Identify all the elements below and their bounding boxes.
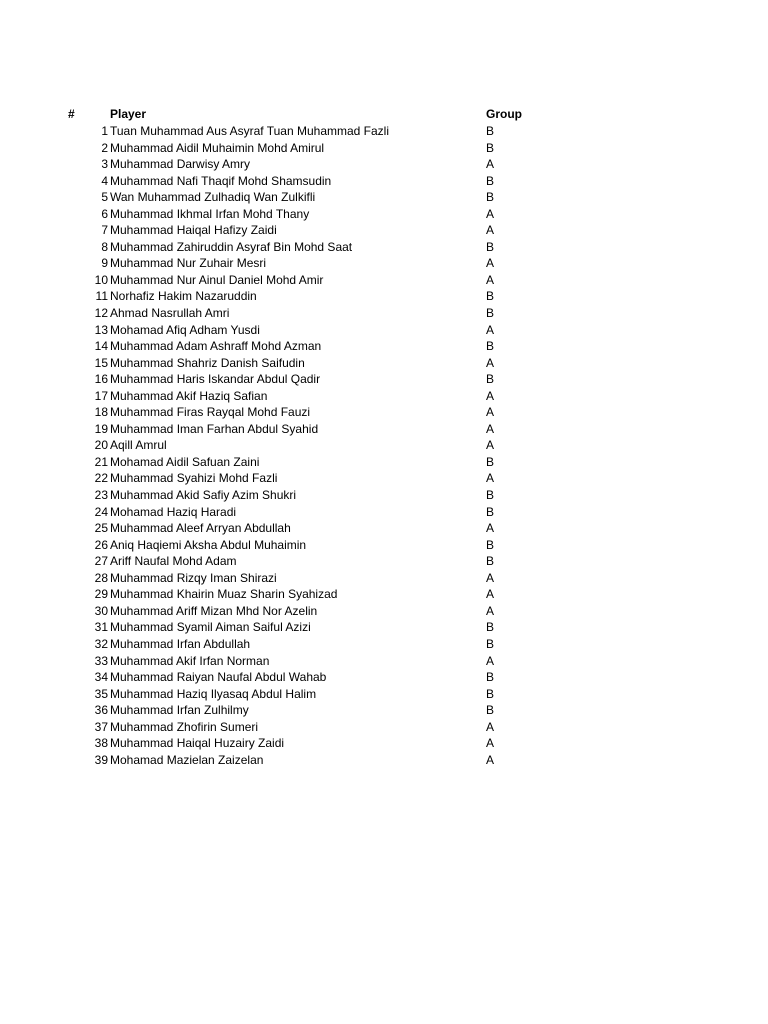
player-table: [0, 106, 768, 768]
row-number: 15: [94, 355, 108, 370]
table-row: [0, 619, 768, 636]
row-group: A: [486, 736, 495, 751]
table-row: [0, 189, 768, 206]
table-row: [0, 719, 768, 736]
header-number: #: [68, 107, 75, 121]
table-row: [0, 404, 768, 421]
row-group: B: [486, 289, 495, 304]
row-group: B: [486, 339, 495, 354]
row-group: A: [486, 653, 495, 668]
row-number: 8: [101, 239, 108, 254]
row-number: 32: [94, 636, 108, 651]
table-row: [0, 487, 768, 504]
row-player-name: Muhammad Akid Safiy Azim Shukri: [110, 488, 297, 503]
row-number: 28: [94, 570, 108, 585]
row-number: 25: [94, 521, 108, 536]
table-row: [0, 288, 768, 305]
row-group: A: [486, 405, 495, 420]
row-number: 34: [94, 670, 108, 685]
row-player-name: Muhammad Ariff Mizan Mhd Nor Azelin: [110, 603, 318, 618]
row-player-name: Muhammad Haiqal Huzairy Zaidi: [110, 736, 285, 751]
row-group: B: [486, 173, 495, 188]
row-group: B: [486, 124, 495, 138]
row-group: A: [486, 521, 495, 536]
table-row: [0, 255, 768, 272]
row-player-name: Muhammad Haziq Ilyasaq Abdul Halim: [110, 686, 317, 701]
row-group: B: [486, 306, 495, 321]
row-number: 29: [94, 587, 108, 602]
row-number: 18: [94, 405, 108, 420]
table-row: [0, 239, 768, 256]
row-group: A: [486, 719, 495, 734]
table-row: [0, 653, 768, 670]
row-group: A: [486, 272, 495, 287]
table-row: [0, 322, 768, 339]
row-group: A: [486, 223, 495, 238]
row-group: A: [486, 355, 495, 370]
row-group: B: [486, 554, 495, 569]
row-number: 4: [101, 173, 108, 188]
row-number: 3: [101, 157, 108, 172]
row-player-name: Muhammad Haris Iskandar Abdul Qadir: [110, 372, 321, 387]
row-player-name: Muhammad Syamil Aiman Saiful Azizi: [110, 620, 311, 635]
row-number: 1: [101, 124, 108, 138]
table-row: [0, 272, 768, 289]
row-group: B: [486, 504, 495, 519]
row-group: A: [486, 421, 495, 436]
table-row: [0, 586, 768, 603]
row-player-name: Muhammad Adam Ashraff Mohd Azman: [110, 339, 322, 354]
row-group: B: [486, 140, 495, 155]
row-player-name: Muhammad Firas Rayqal Mohd Fauzi: [110, 405, 311, 420]
row-group: A: [486, 570, 495, 585]
row-number: 13: [94, 322, 108, 337]
table-row: [0, 603, 768, 620]
table-row: [0, 371, 768, 388]
row-player-name: Muhammad Nur Ainul Daniel Mohd Amir: [110, 272, 324, 287]
row-number: 11: [95, 289, 108, 304]
row-player-name: Tuan Muhammad Aus Asyraf Tuan Muhammad Fazli: [110, 124, 390, 138]
row-player-name: Muhammad Irfan Abdullah: [110, 636, 251, 651]
row-number: 24: [94, 504, 108, 519]
table-row: [0, 686, 768, 703]
row-number: 5: [101, 190, 108, 205]
row-number: 16: [94, 372, 108, 387]
table-row: [0, 388, 768, 405]
row-group: B: [486, 488, 495, 503]
table-header: [0, 106, 768, 123]
table-row: [0, 520, 768, 537]
table-row: [0, 173, 768, 190]
row-player-name: Mohamad Aidil Safuan Zaini: [110, 454, 260, 469]
row-group: A: [486, 471, 495, 486]
row-player-name: Mohamad Haziq Haradi: [110, 504, 237, 519]
row-player-name: Norhafiz Hakim Nazaruddin: [110, 289, 257, 304]
table-row: [0, 636, 768, 653]
row-number: 30: [94, 603, 108, 618]
row-group: A: [486, 752, 495, 767]
row-number: 14: [94, 339, 108, 354]
row-player-name: Aqill Amrul: [110, 438, 167, 453]
table-row: [0, 669, 768, 686]
table-row: [0, 355, 768, 372]
row-player-name: Muhammad Iman Farhan Abdul Syahid: [110, 421, 319, 436]
table-row: [0, 470, 768, 487]
row-player-name: Muhammad Raiyan Naufal Abdul Wahab: [110, 670, 327, 685]
table-row: [0, 537, 768, 554]
row-group: B: [486, 620, 495, 635]
row-number: 35: [94, 686, 108, 701]
row-group: A: [486, 388, 495, 403]
table-row: [0, 553, 768, 570]
table-row: [0, 156, 768, 173]
row-number: 36: [94, 703, 108, 718]
row-group: A: [486, 438, 495, 453]
header-group: Group: [486, 107, 522, 121]
row-number: 12: [94, 306, 108, 321]
row-number: 19: [94, 421, 108, 436]
row-group: B: [486, 239, 495, 254]
row-number: 26: [94, 537, 108, 552]
header-player: Player: [110, 107, 147, 121]
row-group: A: [486, 206, 495, 221]
table-row: [0, 305, 768, 322]
table-row: [0, 338, 768, 355]
table-row: [0, 735, 768, 752]
row-number: 21: [94, 454, 108, 469]
row-group: B: [486, 537, 495, 552]
table-row: [0, 206, 768, 223]
row-group: B: [486, 670, 495, 685]
row-number: 23: [94, 488, 108, 503]
row-player-name: Muhammad Syahizi Mohd Fazli: [110, 471, 278, 486]
row-player-name: Muhammad Aidil Muhaimin Mohd Amirul: [110, 140, 325, 155]
row-group: B: [486, 454, 495, 469]
table-row: [0, 140, 768, 157]
row-player-name: Muhammad Zahiruddin Asyraf Bin Mohd Saat: [110, 239, 353, 254]
row-player-name: Muhammad Khairin Muaz Sharin Syahizad: [110, 587, 338, 602]
row-number: 31: [94, 620, 108, 635]
row-player-name: Muhammad Nur Zuhair Mesri: [110, 256, 267, 271]
row-group: A: [486, 157, 495, 172]
row-number: 37: [94, 719, 108, 734]
row-group: B: [486, 190, 495, 205]
table-row: [0, 570, 768, 587]
row-player-name: Muhammad Nafi Thaqif Mohd Shamsudin: [110, 173, 332, 188]
row-player-name: Muhammad Darwisy Amry: [110, 157, 251, 172]
row-number: 6: [101, 206, 108, 221]
row-number: 17: [94, 388, 108, 403]
row-player-name: Ariff Naufal Mohd Adam: [110, 554, 237, 569]
row-group: B: [486, 372, 495, 387]
row-player-name: Muhammad Aleef Arryan Abdullah: [110, 521, 291, 536]
row-player-name: Muhammad Zhofirin Sumeri: [110, 719, 259, 734]
row-number: 2: [101, 140, 108, 155]
row-number: 39: [94, 752, 108, 767]
row-player-name: Mohamad Afiq Adham Yusdi: [110, 322, 260, 337]
table-row: [0, 702, 768, 719]
table-row: [0, 222, 768, 239]
row-player-name: Muhammad Akif Irfan Norman: [110, 653, 270, 668]
row-group: B: [486, 703, 495, 718]
row-number: 7: [101, 223, 108, 238]
row-player-name: Muhammad Akif Haziq Safian: [110, 388, 268, 403]
row-player-name: Aniq Haqiemi Aksha Abdul Muhaimin: [110, 537, 307, 552]
table-row: [0, 504, 768, 521]
row-group: A: [486, 256, 495, 271]
row-player-name: Muhammad Ikhmal Irfan Mohd Thany: [110, 206, 310, 221]
row-group: B: [486, 686, 495, 701]
row-player-name: Muhammad Shahriz Danish Saifudin: [110, 355, 305, 370]
row-number: 38: [94, 736, 108, 751]
row-group: A: [486, 587, 495, 602]
row-number: 9: [101, 256, 108, 271]
table-body: [0, 123, 768, 768]
row-player-name: Mohamad Mazielan Zaizelan: [110, 752, 264, 767]
row-player-name: Ahmad Nasrullah Amri: [110, 306, 230, 321]
row-number: 27: [94, 554, 108, 569]
row-player-name: Wan Muhammad Zulhadiq Wan Zulkifli: [110, 190, 316, 205]
row-player-name: Muhammad Irfan Zulhilmy: [110, 703, 249, 718]
row-player-name: Muhammad Rizqy Iman Shirazi: [110, 570, 277, 585]
table-row: [0, 421, 768, 438]
row-player-name: Muhammad Haiqal Hafizy Zaidi: [110, 223, 277, 238]
table-row: [0, 752, 768, 769]
row-group: A: [486, 322, 495, 337]
row-group: A: [486, 603, 495, 618]
row-number: 20: [94, 438, 108, 453]
row-number: 22: [94, 471, 108, 486]
table-row: [0, 454, 768, 471]
row-number: 10: [94, 272, 108, 287]
table-row: [0, 437, 768, 454]
table-row: [0, 123, 768, 140]
row-number: 33: [94, 653, 108, 668]
row-group: B: [486, 636, 495, 651]
